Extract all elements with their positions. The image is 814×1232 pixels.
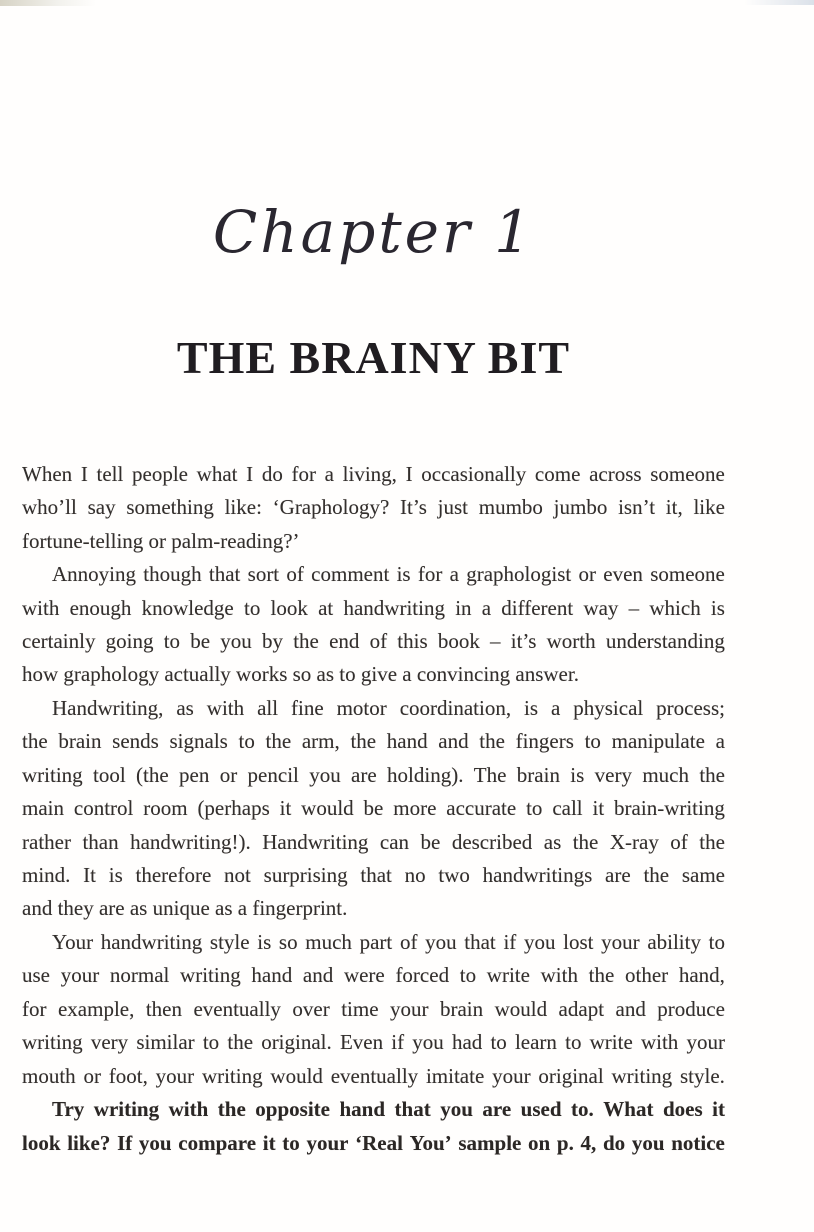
text-line: main control room (perhaps it would be more accurate to call it brain-writing xyxy=(22,796,725,821)
text-line: with enough knowledge to look at handwriting in a different way – which is xyxy=(22,595,725,620)
scan-artifact xyxy=(744,0,814,5)
text-line: for example, then eventually over time your brain would adapt and produce xyxy=(22,996,725,1021)
text-line: use your normal writing hand and were forced to write with the other hand, xyxy=(22,963,725,988)
text-line: and they are as unique as a fingerprint. xyxy=(22,896,348,921)
text-line: look like? If you compare it to your ‘Real You’ sample on p. 4, do you notice xyxy=(22,1130,725,1155)
paragraph xyxy=(22,558,725,692)
text-line: Annoying though that sort of comment is for a graphologist or even someone xyxy=(52,562,725,587)
paragraph xyxy=(22,692,725,926)
text-line: writing tool (the pen or pencil you are holding). The brain is very much the xyxy=(22,762,725,787)
text-line: mind. It is therefore not surprising that no two handwritings are the same xyxy=(22,863,725,888)
text-line: Try writing with the opposite hand that you are used to. What does it xyxy=(52,1097,725,1122)
chapter-title: THE BRAINY BIT xyxy=(176,331,571,383)
text-line: Handwriting, as with all fine motor coordination, is a physical process; xyxy=(52,695,725,720)
text-line: rather than handwriting!). Handwriting can be described as the X-ray of the xyxy=(22,829,725,854)
paragraph xyxy=(22,458,725,558)
paragraph xyxy=(22,926,725,1093)
text-column xyxy=(22,0,725,1160)
body-text xyxy=(22,458,725,1160)
text-line: mouth or foot, your writing would eventually imitate your original writing style. xyxy=(22,1063,725,1088)
text-line: certainly going to be you by the end of this book – it’s worth understanding xyxy=(22,628,725,653)
text-line: writing very similar to the original. Even if you had to learn to write with your xyxy=(22,1030,725,1055)
text-line: When I tell people what I do for a living, I occasionally come across someone xyxy=(22,461,725,486)
chapter-label: Chapter 1 xyxy=(212,198,535,266)
text-line: how graphology actually works so as to give a convincing answer. xyxy=(22,662,579,687)
text-line: fortune-telling or palm-reading?’ xyxy=(22,528,300,553)
paragraph xyxy=(22,1093,725,1160)
text-line: Your handwriting style is so much part of you that if you lost your ability to xyxy=(52,929,725,954)
text-line: the brain sends signals to the arm, the hand and the fingers to manipulate a xyxy=(22,729,725,754)
text-line: who’ll say something like: ‘Graphology? It’s just mumbo jumbo isn’t it, like xyxy=(22,495,725,520)
